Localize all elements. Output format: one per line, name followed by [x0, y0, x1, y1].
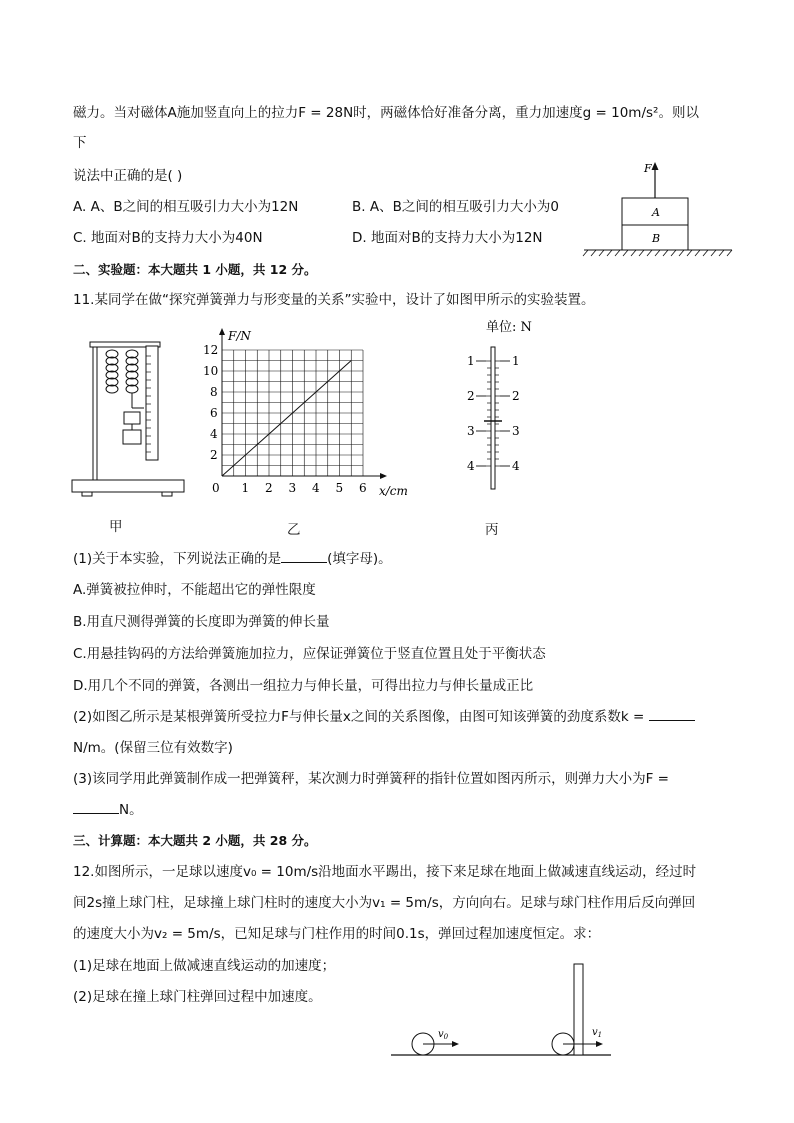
q11-part2-blank[interactable] — [649, 708, 695, 721]
y-axis-arrow — [219, 328, 225, 335]
block-a-label: A — [652, 206, 660, 219]
q10-option-d: D. 地面对B的支持力大小为12N — [352, 230, 543, 246]
y-axis-label: F/N — [228, 329, 251, 343]
goal-post — [574, 964, 583, 1055]
scale-tick-right-1: 1 — [512, 354, 520, 368]
y-tick-label: 2 — [210, 448, 218, 462]
q11-option-b: B.用直尺测得弹簧的长度即为弹簧的伸长量 — [73, 614, 330, 630]
q12-line1: 12.如图所示，一足球以速度v₀ = 10m/s沿地面水平踢出，接下来足球在地面上做减速直线运动，经过时 — [73, 864, 697, 880]
q10-option-a: A. A、B之间的相互吸引力大小为12N — [73, 199, 299, 215]
q11-part2-text: (2)如图乙所示是某根弹簧所受拉力F与伸长量x之间的关系图像，由图可知该弹簧的劲度系数k = — [73, 709, 645, 725]
scale-tick-right-4: 4 — [512, 459, 520, 473]
f-x-chart — [196, 322, 426, 502]
q11-part3-answer — [73, 801, 143, 819]
q11-part2-unit: N/m。(保留三位有效数字) — [73, 740, 233, 756]
section3-heading: 三、计算题：本大题共 2 小题，共 28 分。 — [73, 833, 317, 848]
q11-part1-suffix: (填字母)。 — [327, 551, 392, 567]
ground — [583, 250, 732, 256]
y-tick-label: 6 — [210, 406, 218, 420]
q11-option-c: C.用悬挂钩码的方法给弹簧施加拉力，应保证弹簧位于竖直位置且处于平衡状态 — [73, 646, 546, 662]
q12-football-figure — [385, 960, 615, 1060]
q10-option-c: C. 地面对B的支持力大小为40N — [73, 230, 263, 246]
x-tick-label: 2 — [265, 481, 273, 495]
y-tick-label: 12 — [203, 343, 219, 357]
q11-part1 — [73, 550, 392, 568]
x-tick-label: 4 — [312, 481, 320, 495]
q12-part1: (1)足球在地面上做减速直线运动的加速度； — [73, 958, 336, 974]
q12-line2: 间2s撞上球门柱，足球撞上球门柱时的速度大小为v₁ = 5m/s，方向向右。足球与球门柱作用后反向弹回 — [73, 895, 696, 911]
q11-option-a: A.弹簧被拉伸时，不能超出它的弹性限度 — [73, 582, 316, 598]
v1-label: $v_1$ — [592, 1027, 603, 1039]
block-b-label: B — [652, 232, 661, 245]
q12-part2: (2)足球在撞上球门柱弹回过程中加速度。 — [73, 989, 322, 1005]
q12-line3: 的速度大小为v₂ = 5m/s，已知足球与门柱作用的时间0.1s，弹回过程加速度恒定。求： — [73, 926, 601, 942]
force-arrow — [652, 162, 659, 198]
q11-part1-blank[interactable] — [281, 550, 327, 563]
v0-label: $v_0$ — [438, 1029, 449, 1041]
scale-tick-right-2: 2 — [512, 389, 520, 403]
spring-scale-figure — [460, 315, 550, 495]
q10-line2: 下 — [73, 135, 87, 151]
scale-tick-left-2: 2 — [467, 389, 475, 403]
scale-tick-left-3: 3 — [467, 424, 475, 438]
q11-part3-blank[interactable] — [73, 801, 119, 814]
x-axis-arrow — [380, 473, 387, 479]
x-tick-label: 5 — [335, 481, 344, 495]
x-tick-label: 0 — [212, 481, 220, 495]
scale-tick-left-1: 1 — [467, 354, 475, 368]
q11-option-d: D.用几个不同的弹簧，各测出一组拉力与伸长量，可得出拉力与伸长量成正比 — [73, 678, 534, 694]
q10-line1: 磁力。当对磁体A施加竖直向上的拉力F = 28N时，两磁体恰好准备分离，重力加速度g = 10m/s²。则以 — [73, 105, 699, 121]
y-tick-label: 10 — [203, 364, 219, 378]
q11-part3: (3)该同学用此弹簧制作成一把弹簧秤，某次测力时弹簧秤的指针位置如图丙所示，则弹力大小为F = — [73, 771, 669, 787]
force-label: F — [644, 162, 652, 175]
caption-jia: 甲 — [109, 519, 123, 535]
y-tick-label: 4 — [210, 427, 218, 441]
q11-part2 — [73, 708, 695, 726]
section2-heading: 二、实验题：本大题共 1 小题，共 12 分。 — [73, 262, 317, 277]
y-tick-label: 8 — [210, 385, 218, 399]
q11-stem: 11.某同学在做“探究弹簧弹力与形变量的关系”实验中，设计了如图甲所示的实验装置。 — [73, 292, 595, 308]
caption-bing: 丙 — [485, 522, 499, 538]
x-tick-label: 1 — [241, 481, 250, 495]
apparatus-figure — [70, 338, 190, 500]
scale-unit: 单位: N — [486, 320, 532, 335]
q10-blocks-figure — [578, 158, 738, 258]
x-axis-label: x/cm — [379, 484, 408, 498]
caption-yi: 乙 — [287, 522, 301, 538]
q11-part1-text: (1)关于本实验，下列说法正确的是 — [73, 551, 282, 567]
q10-option-b: B. A、B之间的相互吸引力大小为0 — [352, 199, 559, 215]
scale-tick-left-4: 4 — [467, 459, 475, 473]
series-line — [222, 361, 351, 477]
q10-line3: 说法中正确的是( ) — [73, 168, 183, 184]
q11-part3-unit: N。 — [119, 802, 143, 818]
x-tick-label: 3 — [288, 481, 297, 495]
scale-tick-right-3: 3 — [512, 424, 520, 438]
x-tick-label: 6 — [359, 481, 367, 495]
